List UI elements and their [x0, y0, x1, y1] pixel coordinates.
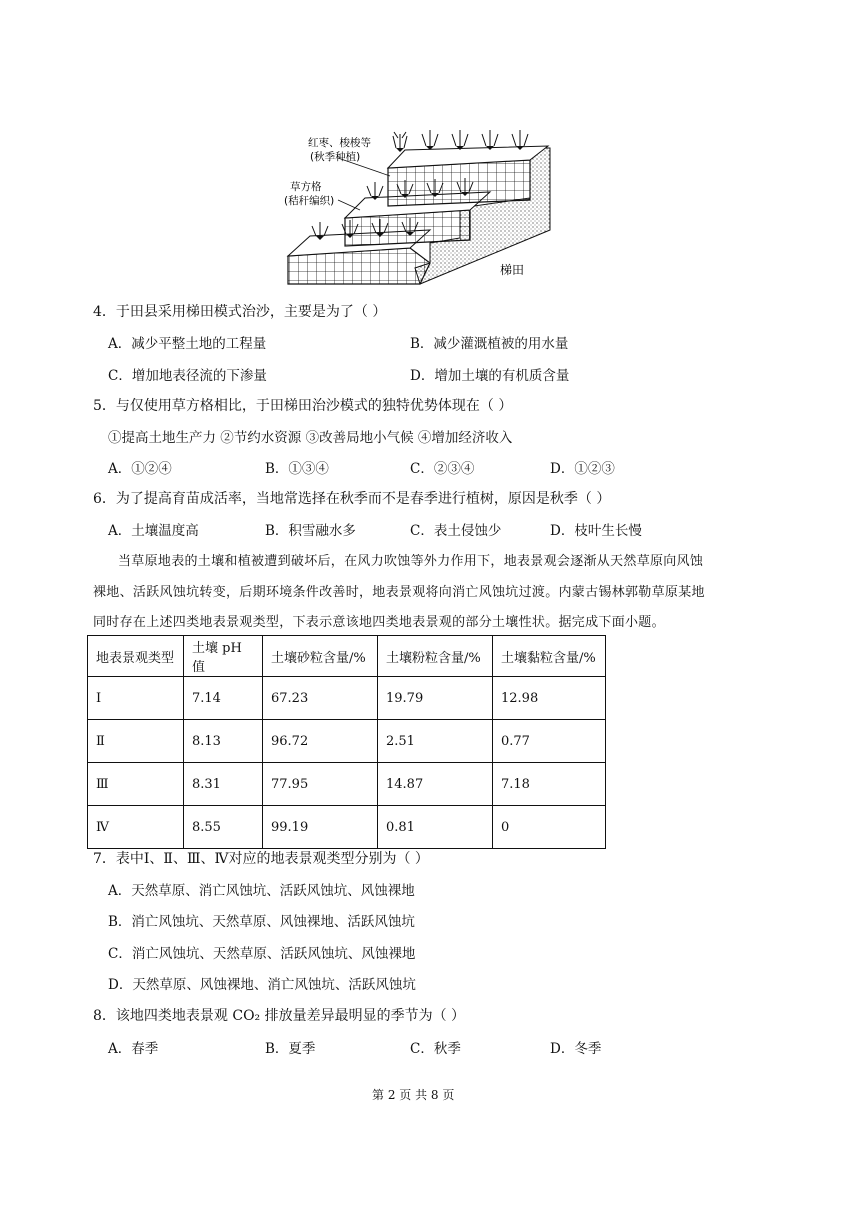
q5-stem: 5．与仅使用草方格相比，于田梯田治沙模式的独特优势体现在（ ）: [93, 398, 513, 414]
table-header-row: [88, 636, 606, 677]
label-plants-note: (秋季种植): [310, 151, 361, 163]
table-cell: 12.98: [493, 677, 606, 720]
q6-option-d[interactable]: D．枝叶生长慢: [550, 523, 642, 539]
q6-option-b[interactable]: B．积雪融水多: [265, 523, 356, 539]
table-cell: 0.77: [493, 720, 606, 763]
label-plants: 红枣、梭梭等: [308, 137, 371, 149]
table-cell: 2.51: [378, 720, 493, 763]
q7-option-a[interactable]: A．天然草原、消亡风蚀坑、活跃风蚀坑、风蚀裸地: [108, 883, 415, 899]
q4-option-c[interactable]: C．增加地表径流的下渗量: [108, 368, 267, 384]
q7-option-d[interactable]: D．天然草原、风蚀裸地、消亡风蚀坑、活跃风蚀坑: [108, 977, 416, 993]
table-cell: 8.13: [184, 720, 263, 763]
table-cell: 8.31: [184, 763, 263, 806]
table-cell: Ⅲ: [88, 763, 184, 806]
q6-stem: 6．为了提高育苗成活率，当地常选择在秋季而不是春季进行植树，原因是秋季（ ）: [93, 491, 611, 507]
q8-option-a[interactable]: A．春季: [108, 1041, 159, 1057]
table-header-cell: 土壤黏粒含量/%: [493, 636, 606, 677]
terrace-figure: [280, 118, 570, 288]
q4-option-b[interactable]: B．减少灌溉植被的用水量: [410, 336, 569, 352]
q5-option-c[interactable]: C．②③④: [410, 461, 475, 477]
q5-items: ①提高土地生产力 ②节约水资源 ③改善局地小气候 ④增加经济收入: [108, 430, 513, 446]
table-cell: 0.81: [378, 806, 493, 849]
label-grass-grid-note: (秸秆编织): [284, 195, 335, 207]
table-row: [88, 806, 606, 849]
table-cell: 77.95: [263, 763, 378, 806]
table-cell: 14.87: [378, 763, 493, 806]
q7-option-c[interactable]: C．消亡风蚀坑、天然草原、活跃风蚀坑、风蚀裸地: [108, 946, 416, 962]
table-cell: 8.55: [184, 806, 263, 849]
label-terrace: 梯田: [500, 263, 525, 277]
passage-line-1: 当草原地表的土壤和植被遭到破坏后，在风力吹蚀等外力作用下，地表景观会逐渐从天然草原向风蚀: [118, 554, 704, 569]
q6-option-c[interactable]: C．表土侵蚀少: [410, 523, 502, 539]
q8-stem: 8．该地四类地表景观 CO₂ 排放量差异最明显的季节为（ ）: [93, 1008, 466, 1024]
soil-properties-table: [87, 635, 606, 849]
table-header-cell: 地表景观类型: [88, 636, 184, 677]
table-cell: 96.72: [263, 720, 378, 763]
table-cell: 7.18: [493, 763, 606, 806]
table-row: [88, 763, 606, 806]
q8-option-c[interactable]: C．秋季: [410, 1041, 461, 1057]
table-cell: 7.14: [184, 677, 263, 720]
table-row: [88, 720, 606, 763]
q8-option-d[interactable]: D．冬季: [550, 1041, 602, 1057]
table-cell: 99.19: [263, 806, 378, 849]
q7-option-b[interactable]: B．消亡风蚀坑、天然草原、风蚀裸地、活跃风蚀坑: [108, 914, 415, 930]
q4-stem: 4．于田县采用梯田模式治沙，主要是为了（ ）: [93, 304, 387, 320]
table-cell: Ⅰ: [88, 677, 184, 720]
table-cell: Ⅳ: [88, 806, 184, 849]
q4-option-a[interactable]: A．减少平整土地的工程量: [108, 336, 267, 352]
table-header-cell: 土壤砂粒含量/%: [263, 636, 378, 677]
table-header-cell: 土壤 pH 值: [184, 636, 263, 677]
q7-stem: 7．表中Ⅰ、Ⅱ、Ⅲ、Ⅳ对应的地表景观类型分别为（ ）: [93, 851, 429, 867]
q8-option-b[interactable]: B．夏季: [265, 1041, 316, 1057]
table-cell: Ⅱ: [88, 720, 184, 763]
q4-option-d[interactable]: D．增加土壤的有机质含量: [410, 368, 570, 384]
label-grass-grid: 草方格: [290, 181, 322, 193]
table-cell: 19.79: [378, 677, 493, 720]
table-header-cell: 土壤粉粒含量/%: [378, 636, 493, 677]
passage-line-3: 同时存在上述四类地表景观类型，下表示意该地四类地表景观的部分土壤性状。据完成下面小题。: [93, 615, 665, 630]
table-cell: 0: [493, 806, 606, 849]
table-cell: 67.23: [263, 677, 378, 720]
passage-line-2: 裸地、活跃风蚀坑转变，后期环境条件改善时，地表景观将向消亡风蚀坑过渡。内蒙古锡林郭勒草原某地: [93, 585, 705, 600]
table-row: [88, 677, 606, 720]
q5-option-a[interactable]: A．①②④: [108, 461, 172, 477]
q5-option-b[interactable]: B．①③④: [265, 461, 329, 477]
q5-option-d[interactable]: D．①②③: [550, 461, 615, 477]
q6-option-a[interactable]: A．土壤温度高: [108, 523, 199, 539]
page-number: 第 2 页 共 8 页: [372, 1088, 455, 1102]
